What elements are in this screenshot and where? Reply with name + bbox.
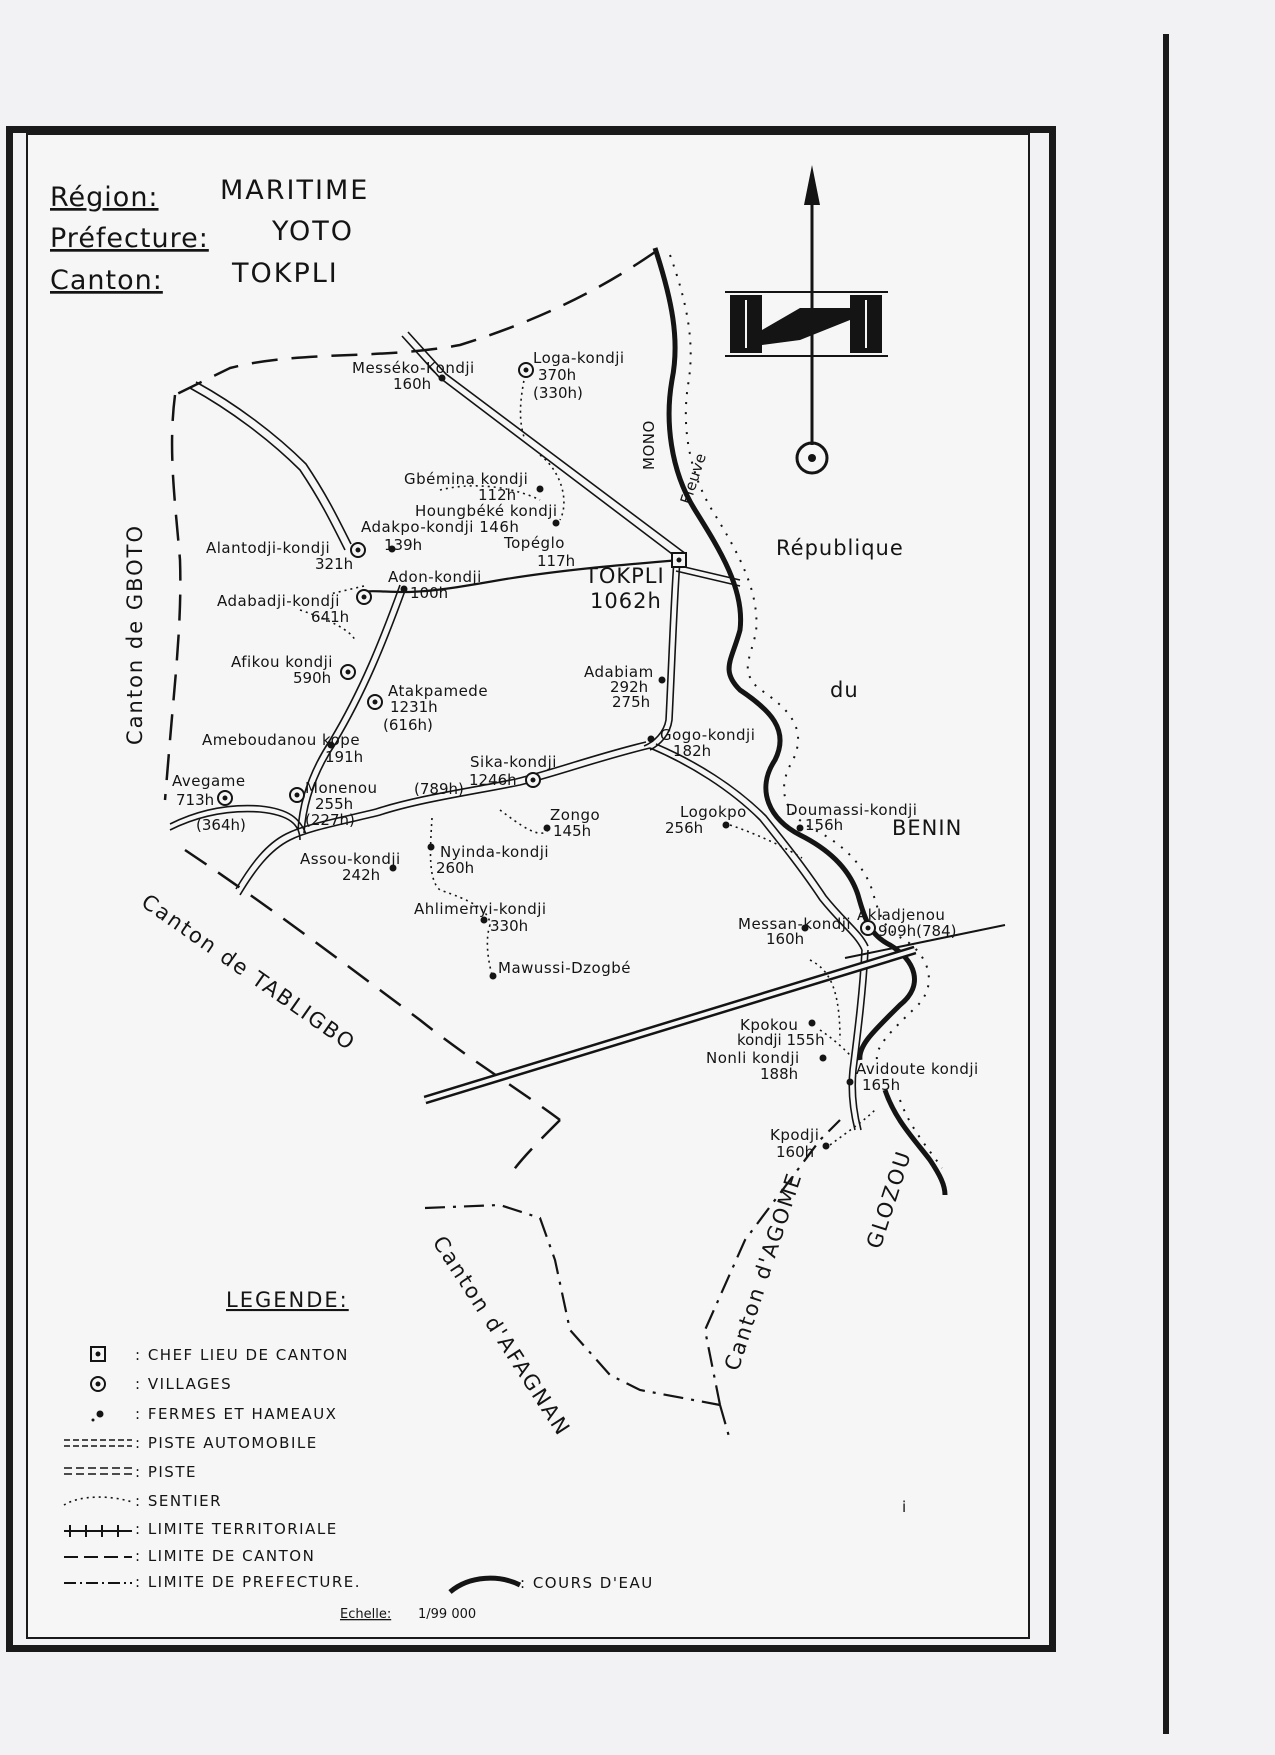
canton-tabligbo-label: Canton de TABLIGBO xyxy=(137,889,361,1056)
gbemina-label: Gbémina kondji xyxy=(404,470,529,488)
prefecture-key: Préfecture: xyxy=(50,223,209,254)
adon-label: Adon-kondji xyxy=(388,568,482,586)
avidoute-pop: 165h xyxy=(862,1076,901,1094)
nyinda-pop: 260h xyxy=(436,859,475,877)
sika-label: Sika-kondji xyxy=(470,753,557,771)
doumassi-pop: 156h xyxy=(805,816,844,834)
legend-item-0: : CHEF LIEU DE CANTON xyxy=(135,1346,349,1364)
country-line3: BENIN xyxy=(892,816,963,840)
legend-double-dash-line-icon xyxy=(64,1468,132,1474)
scale-label: Echelle: xyxy=(340,1607,392,1622)
sika-pop2: (789h) xyxy=(414,780,464,798)
topeglo-label: Topéglo xyxy=(504,534,565,552)
avidoute-label: Avidoute kondji xyxy=(856,1060,979,1078)
doumassi-label: Doumassi-kondji xyxy=(786,801,918,819)
houngbeke-label: Houngbéké kondji xyxy=(415,502,558,520)
zongo-label: Zongo xyxy=(550,806,601,824)
canton-gboto-label: Canton de GBOTO xyxy=(123,523,147,745)
north-symbol-icon xyxy=(725,292,888,356)
gogo-label: Gogo-kondji xyxy=(660,726,756,744)
messan-pop: 160h xyxy=(766,930,805,948)
map-header xyxy=(50,175,369,296)
adakpo-label: Adakpo-kondji 146h xyxy=(361,518,520,536)
legend-item-5: : SENTIER xyxy=(135,1492,223,1510)
gogo-pop: 182h xyxy=(673,742,712,760)
adabadji-pop: 641h xyxy=(311,608,350,626)
canton-glozou-label: GLOZOU xyxy=(861,1147,917,1252)
avegame-pop: 713h xyxy=(176,791,215,809)
canton-value: TOKPLI xyxy=(232,258,339,289)
legend-wavy-line-icon xyxy=(450,1578,520,1592)
avegame-label: Avegame xyxy=(172,772,246,790)
atakpamede-label: Atakpamede xyxy=(388,682,489,700)
legend-title: LEGENDE: xyxy=(226,1288,349,1312)
akladjenou-label: Akladjenou xyxy=(857,906,946,924)
page-mark: i xyxy=(902,1498,907,1516)
tokpli-pop: 1062h xyxy=(590,589,662,613)
canton-afagnan-label: Canton d'AFAGNAN xyxy=(427,1231,576,1441)
messeko-pop: 160h xyxy=(393,375,432,393)
nonli-label: Nonli kondji xyxy=(706,1049,800,1067)
prefecture-boundaries xyxy=(425,1120,840,1440)
territorial-limit-mono-river xyxy=(655,248,945,1195)
legend-item-2: : FERMES ET HAMEAUX xyxy=(135,1405,338,1423)
adabadji-label: Adabadji-kondji xyxy=(217,592,340,610)
atakpamede-pop2: (616h) xyxy=(383,716,433,734)
nyinda-label: Nyinda-kondji xyxy=(440,843,550,861)
logokpo-label: Logokpo xyxy=(680,803,747,821)
logokpo-pop: 256h xyxy=(665,819,704,837)
adabiam-label: Adabiam xyxy=(584,663,654,681)
loga-label: Loga-kondji xyxy=(533,349,625,367)
kpodji-label: Kpodji xyxy=(770,1126,820,1144)
ameboudanou-label: Ameboudanou kope xyxy=(202,731,361,749)
legend-river-item: : COURS D'EAU xyxy=(520,1574,654,1592)
legend-item-6: : LIMITE TERRITORIALE xyxy=(135,1520,338,1538)
messan-label: Messan-kondji xyxy=(738,915,852,933)
sika-pop: 1246h xyxy=(469,771,517,789)
region-value: MARITIME xyxy=(220,175,370,206)
tokpli-label: TOKPLI xyxy=(585,564,665,588)
legend-dot-icon xyxy=(97,1411,104,1418)
country-line2: du xyxy=(830,678,859,702)
loga-pop2: (330h) xyxy=(533,384,583,402)
gbemina-pop: 112h xyxy=(478,486,517,504)
adon-pop: 100h xyxy=(410,584,449,602)
canton-key: Canton: xyxy=(50,265,163,296)
legend-cross-line-icon xyxy=(64,1525,132,1537)
legend-dotted-line-icon xyxy=(64,1497,132,1505)
legend-item-4: : PISTE xyxy=(135,1463,197,1481)
monenou-pop: 255h xyxy=(315,795,354,813)
topeglo-pop: 117h xyxy=(537,552,576,570)
scale-value: 1/99 000 xyxy=(418,1607,477,1622)
kpodji-pop: 160h xyxy=(776,1143,815,1161)
legend-item-1: : VILLAGES xyxy=(135,1375,233,1393)
legend xyxy=(64,1288,654,1622)
adakpo-pop: 139h xyxy=(384,536,423,554)
loga-pop: 370h xyxy=(538,366,577,384)
country-line1: République xyxy=(776,536,904,560)
assou-label: Assou-kondji xyxy=(300,850,401,868)
adabiam-pop2: 275h xyxy=(612,693,651,711)
ahlimenyi-label: Ahlimenyi-kondji xyxy=(414,900,547,918)
akladjenou-pop: 909h(784) xyxy=(878,922,957,940)
river-name: MONO xyxy=(640,420,658,470)
legend-item-7: : LIMITE DE CANTON xyxy=(135,1547,316,1565)
monenou-label: Monenou xyxy=(305,779,378,797)
nonli-pop: 188h xyxy=(760,1065,799,1083)
monenou-pop2: (227h) xyxy=(305,811,355,829)
legend-item-8: : LIMITE DE PREFECTURE. xyxy=(135,1573,362,1591)
afikou-pop: 590h xyxy=(293,669,332,687)
afikou-label: Afikou kondji xyxy=(231,653,333,671)
prefecture-value: YOTO xyxy=(272,216,355,247)
zongo-pop: 145h xyxy=(553,822,592,840)
alantodji-label: Alantodji-kondji xyxy=(206,539,331,557)
kpokou-label: Kpokou xyxy=(740,1016,799,1034)
ameboudanou-pop: 191h xyxy=(325,748,364,766)
legend-item-3: : PISTE AUTOMOBILE xyxy=(135,1434,318,1452)
assou-pop: 242h xyxy=(342,866,381,884)
ahlimenyi-pop: 330h xyxy=(490,917,529,935)
mawussi-label: Mawussi-Dzogbé xyxy=(498,959,631,977)
messeko-label: Messéko-Kondji xyxy=(352,359,475,377)
region-key: Région: xyxy=(50,182,159,213)
atakpamede-pop: 1231h xyxy=(390,698,438,716)
alantodji-pop: 321h xyxy=(315,555,354,573)
canton-agome-label: Canton d'AGOME xyxy=(719,1169,807,1374)
kpokou-pop: kondji 155h xyxy=(737,1031,825,1049)
legend-dashed-double-line-icon xyxy=(64,1440,132,1446)
river-label: Fleuve xyxy=(676,450,711,507)
adabiam-pop: 292h xyxy=(610,678,649,696)
avegame-pop2: (364h) xyxy=(196,816,246,834)
